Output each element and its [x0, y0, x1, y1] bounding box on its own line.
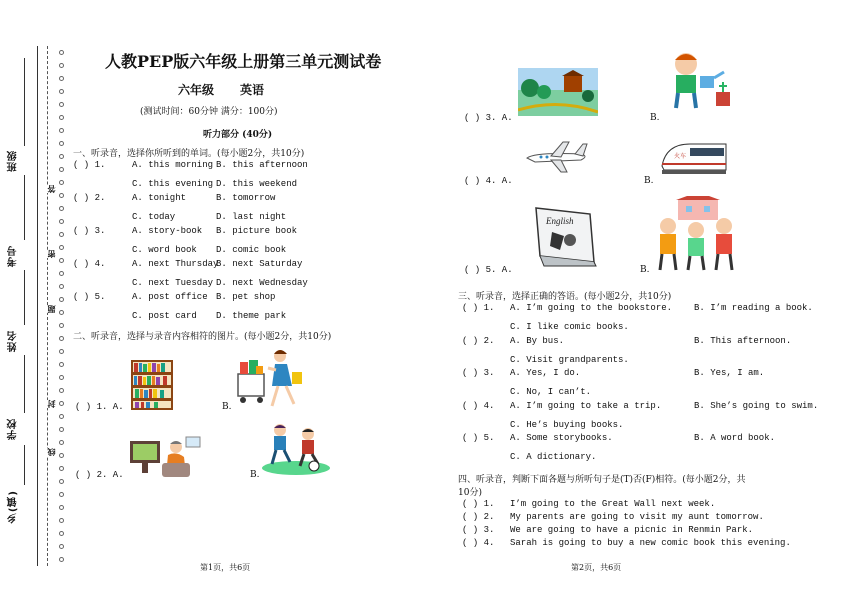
section1-heading: 一、听录音，选择你所听到的单词。(每小题2分，共10分)	[73, 149, 305, 159]
s1-option-b: B. picture book	[216, 226, 298, 236]
margin-circle	[59, 518, 64, 523]
english-book-image	[530, 206, 602, 268]
s1-option-c: C. word book	[132, 245, 197, 255]
s2-item-5-b: B.	[640, 265, 650, 275]
s1-item-number: ( ) 4.	[73, 259, 106, 269]
s4-item-text: Sarah is going to buy a new comic book this evening.	[510, 538, 791, 548]
s3-item-number: ( ) 5.	[462, 433, 495, 443]
s1-option-c: C. next Tuesday	[132, 278, 214, 288]
margin-circle	[59, 323, 64, 328]
s1-item-number: ( ) 1.	[73, 160, 106, 170]
book-cover-word: English	[546, 216, 574, 226]
margin-circle	[59, 375, 64, 380]
margin-circle	[59, 544, 64, 549]
s1-option-a: A. next Thursday	[132, 259, 219, 269]
watching-tv-image	[128, 435, 202, 481]
margin-circle	[59, 167, 64, 172]
s3-option-b: B. A word book.	[694, 433, 776, 443]
seal-char: 封	[47, 400, 56, 408]
s1-option-b: B. this afternoon	[216, 160, 308, 170]
exam-number-blank[interactable]	[24, 175, 25, 240]
margin-circle	[59, 154, 64, 159]
s3-option-a: A. Some storybooks.	[510, 433, 613, 443]
s3-option-c: C. Visit grandparents.	[510, 354, 629, 365]
s3-item-number: ( ) 2.	[462, 335, 495, 346]
s1-option-b: B. tomorrow	[216, 193, 276, 203]
margin-circle	[59, 531, 64, 536]
margin-circle	[59, 505, 64, 510]
margin-circle	[59, 349, 64, 354]
s1-option-b: B. next Saturday	[216, 259, 303, 269]
margin-circle	[59, 414, 64, 419]
s2-item-3-number: ( ) 3. A.	[464, 113, 513, 123]
school-blank[interactable]	[24, 355, 25, 413]
s3-option-c: C. He’s buying books.	[510, 419, 624, 430]
park-image	[518, 68, 598, 116]
s3-option-b: B. This afternoon.	[694, 335, 792, 346]
s1-option-a: A. tonight	[132, 193, 187, 203]
section3-heading: 三、听录音，选择正确的答语。(每小题2分，共10分)	[458, 292, 672, 302]
margin-circle	[59, 102, 64, 107]
watering-plants-image	[664, 50, 734, 112]
subject-label: 英语	[240, 83, 265, 97]
s1-option-d: D. this weekend	[216, 179, 298, 189]
s1-item-number: ( ) 3.	[73, 226, 106, 236]
s4-item-number: ( ) 3.	[462, 525, 495, 535]
s3-option-b: B. Yes, I am.	[694, 368, 765, 378]
binding-margin	[0, 0, 70, 607]
margin-circle	[59, 336, 64, 341]
seal-char: 答	[47, 185, 56, 193]
train-sign: 火车	[674, 153, 687, 160]
s1-option-d: D. theme park	[216, 311, 287, 321]
margin-circle	[59, 492, 64, 497]
class-blank[interactable]	[24, 58, 25, 146]
s2-item-2-b: B.	[250, 470, 260, 480]
margin-circle	[59, 76, 64, 81]
s4-item-text: My parents are going to visit my aunt tomorrow.	[510, 512, 764, 522]
s4-item-text: We are going to have a picnic in Renmin Park.	[510, 525, 754, 535]
grade-label: 六年级	[178, 83, 215, 97]
s1-option-c: C. post card	[132, 311, 197, 321]
margin-circle	[59, 63, 64, 68]
s1-option-c: C. this evening	[132, 179, 214, 189]
s2-item-4-b: B.	[644, 176, 654, 186]
section4-heading-line1: 四、听录音，判断下面各题与所听句子是(T)否(F)相符。(每小题2分，共	[458, 475, 746, 485]
s3-option-a: A. I’m going to take a trip.	[510, 400, 662, 411]
s1-option-a: A. story-book	[132, 226, 203, 236]
s1-option-d: D. comic book	[216, 245, 287, 255]
s2-item-1-number: ( ) 1. A.	[75, 402, 124, 412]
listening-part-title: 听力部分 (40分)	[203, 130, 273, 140]
s3-option-c: C. A dictionary.	[510, 452, 597, 462]
s4-item-number: ( ) 1.	[462, 499, 495, 509]
s3-item-number: ( ) 1.	[462, 303, 495, 313]
footer-left: 第1页，共6页	[200, 563, 251, 572]
margin-circle	[59, 557, 64, 562]
township-label: 乡(镇)	[8, 490, 19, 524]
section2-heading: 二、听录音，选择与录音内容相符的图片。(每小题2分，共10分)	[73, 332, 332, 342]
margin-circle	[59, 232, 64, 237]
s1-item-number: ( ) 5.	[73, 292, 106, 302]
margin-circle	[59, 362, 64, 367]
margin-circle	[59, 128, 64, 133]
margin-circle	[59, 219, 64, 224]
playing-football-image	[260, 420, 332, 476]
s1-option-a: A. this morning	[132, 160, 214, 170]
s1-option-a: A. post office	[132, 292, 208, 302]
s3-option-c: C. No, I can’t.	[510, 387, 592, 397]
s3-option-a: A. I’m going to the bookstore.	[510, 303, 673, 313]
margin-circle	[59, 297, 64, 302]
s1-option-d: D. last night	[216, 212, 287, 222]
plane-image	[525, 140, 591, 174]
margin-circle	[59, 50, 64, 55]
s2-item-2-number: ( ) 2. A.	[75, 470, 124, 480]
bookshelf-image	[130, 358, 174, 412]
s3-option-b: B. She’s going to swim.	[694, 400, 819, 411]
margin-circle	[59, 89, 64, 94]
going-to-school-image	[650, 196, 742, 274]
s2-item-1-b: B.	[222, 402, 232, 412]
margin-circle	[59, 401, 64, 406]
name-label: 姓名	[8, 330, 19, 352]
name-blank[interactable]	[24, 270, 25, 325]
seal-char: 线	[47, 448, 56, 456]
s4-item-text: I’m going to the Great Wall next week.	[510, 499, 716, 509]
margin-circle	[59, 258, 64, 263]
township-blank[interactable]	[24, 445, 25, 485]
margin-circle	[59, 479, 64, 484]
seal-char: 题	[47, 305, 56, 313]
s1-item-number: ( ) 2.	[73, 193, 106, 203]
shopping-image	[232, 346, 308, 410]
s1-option-d: D. next Wednesday	[216, 278, 308, 288]
margin-circle	[59, 180, 64, 185]
margin-circle	[59, 440, 64, 445]
margin-circle	[59, 453, 64, 458]
s3-item-number: ( ) 4.	[462, 400, 495, 411]
exam-number-label: 考号	[8, 245, 19, 267]
margin-circle	[59, 141, 64, 146]
s2-item-5-number: ( ) 5. A.	[464, 265, 513, 275]
s4-item-number: ( ) 4.	[462, 538, 495, 548]
margin-circle	[59, 466, 64, 471]
margin-circle	[59, 115, 64, 120]
margin-circle	[59, 310, 64, 315]
margin-circle	[59, 193, 64, 198]
margin-circle	[59, 206, 64, 211]
s3-option-c: C. I like comic books.	[510, 322, 629, 332]
s4-item-number: ( ) 2.	[462, 512, 495, 522]
train-image	[660, 136, 728, 178]
footer-right: 第2页，共6页	[571, 563, 622, 572]
s3-option-a: A. By bus.	[510, 335, 565, 346]
class-label: 班级	[8, 150, 19, 172]
s3-item-number: ( ) 3.	[462, 368, 495, 378]
s1-option-b: B. pet shop	[216, 292, 276, 302]
time-info: (测试时间：60分钟 满分：100分)	[140, 107, 278, 117]
margin-solid-line	[37, 46, 38, 566]
page-title: 人教PEP版六年级上册第三单元测试卷	[105, 52, 382, 71]
s2-item-3-b: B.	[650, 113, 660, 123]
school-label: 学校	[8, 418, 19, 440]
s1-option-c: C. today	[132, 212, 176, 222]
s3-option-a: A. Yes, I do.	[510, 368, 581, 378]
s3-option-b: B. I’m reading a book.	[694, 303, 813, 313]
margin-circle	[59, 388, 64, 393]
s2-item-4-number: ( ) 4. A.	[464, 176, 513, 186]
margin-circle	[59, 245, 64, 250]
margin-circle	[59, 427, 64, 432]
section4-heading-line2: 10分)	[458, 488, 482, 498]
margin-circle	[59, 271, 64, 276]
seal-char: 密	[47, 250, 56, 258]
margin-circle	[59, 284, 64, 289]
